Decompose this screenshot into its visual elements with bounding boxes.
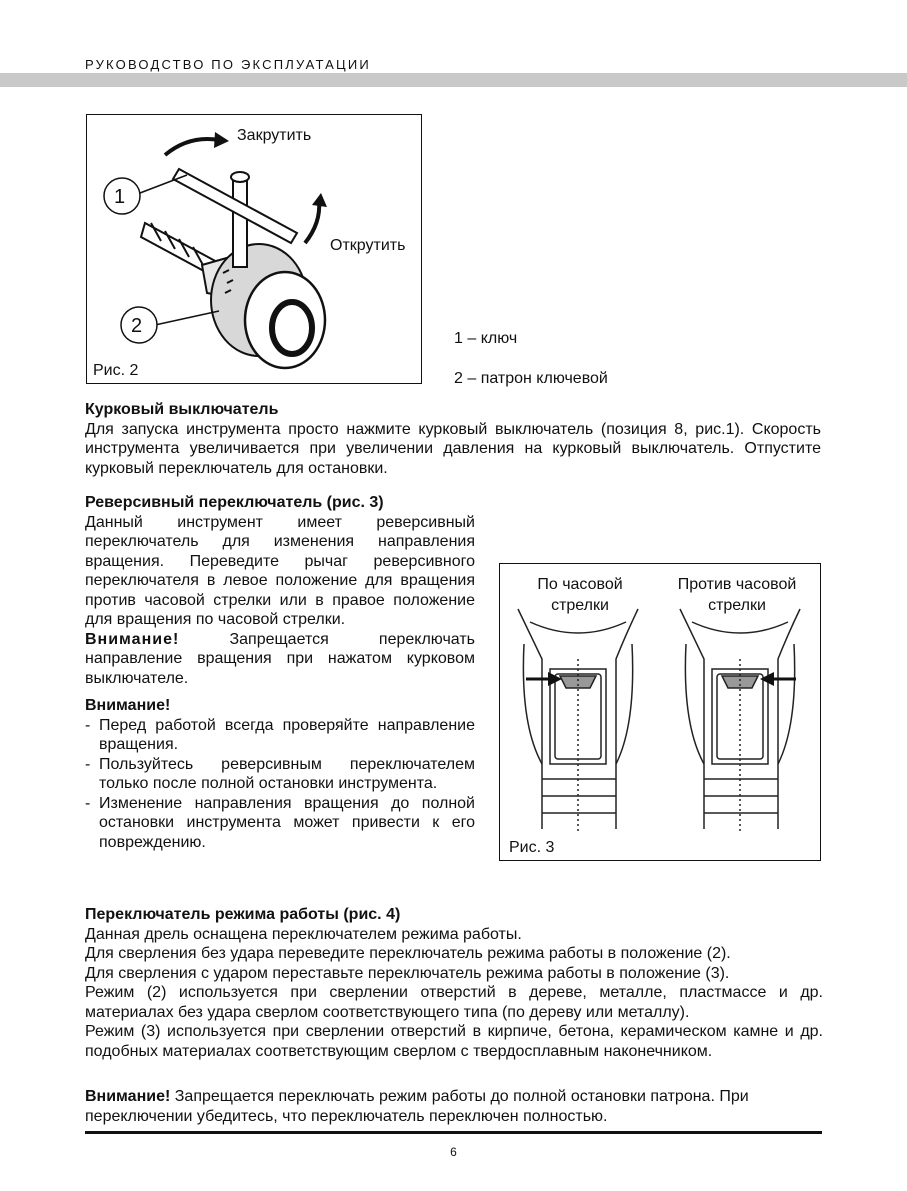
figure-3 (499, 563, 821, 861)
final-warning-text: Запрещается переключать режим работы до полной остановки патрона. При переключении убедитесь, что переключатель переключен полностью. (85, 1088, 749, 1125)
marker-1: 1 (114, 186, 126, 208)
mode-heading: Переключатель режима работы (рис. 4) (85, 906, 401, 923)
list-item: - Изменение направления вращения до полной остановки инструмента может привести к его повреждению. (85, 794, 475, 853)
list-item: - Пользуйтесь реверсивным переключателем только после полной остановки инструмента. (85, 755, 475, 794)
label-clockwise: По часовой стрелки (537, 576, 623, 614)
legend-item-2: 2 – патрон ключевой (454, 370, 608, 387)
list-item: - Перед работой всегда проверяйте направление вращения. (85, 716, 475, 755)
mode-line: Режим (3) используется при сверлении отверстий в кирпиче, бетона, керамическом камне и др. подобных материалах соответствующим сверлом с твердосплавным наконечником. (85, 1023, 823, 1060)
mode-line: Для сверления с ударом переставьте переключатель режима работы в положение (3). (85, 964, 730, 982)
header-title: РУКОВОДСТВО ПО ЭКСПЛУАТАЦИИ (85, 57, 371, 72)
mode-line: Режим (2) используется при сверлении отверстий в дереве, металле, пластмассе и др. материалах без удара сверлом соответствующего типа (по дереву или металлу). (85, 984, 823, 1021)
mode-section (85, 905, 823, 1061)
final-warning (85, 1087, 823, 1126)
label-open: Открутить (330, 237, 406, 254)
legend-item-1: 1 – ключ (454, 330, 518, 347)
label-close: Закрутить (237, 127, 312, 144)
footer-rule (85, 1131, 822, 1134)
reverse-heading: Реверсивный переключатель (рис. 3) (85, 494, 384, 511)
mode-line: Данная дрель оснащена переключателем режима работы. (85, 925, 522, 943)
warning-word: Внимание! (85, 630, 180, 648)
figure-3-caption: Рис. 3 (509, 839, 555, 856)
trigger-text: Для запуска инструмента просто нажмите курковый выключатель (позиция 8, рис.1). Скорость инструмента увеличивается при увеличении давления на курковый выключатель. Отпустите курковый переключатель для остановки. (85, 420, 821, 477)
reverse-warning (85, 630, 475, 689)
attention-list (85, 716, 475, 853)
trigger-heading: Курковый выключатель (85, 401, 279, 418)
figure-2 (86, 114, 422, 384)
final-warning-bold: Внимание! (85, 1088, 171, 1105)
marker-2: 2 (131, 315, 143, 337)
figure-2-caption: Рис. 2 (93, 362, 139, 379)
reverse-section (85, 493, 475, 852)
trigger-section (85, 400, 821, 478)
page-number: 6 (450, 1145, 457, 1159)
reverse-text: Данный инструмент имеет реверсивный переключатель для изменения направления вращения. Переведите рычаг реверсивного переключателя в левое положение для вращения против часовой стрелки или в правое положение для вращения по часовой стрелки. (85, 513, 475, 628)
header-bar (0, 73, 907, 87)
label-counterclockwise: Против часовой стрелки (677, 576, 797, 614)
mode-line: Для сверления без удара переведите переключатель режима работы в положение (2). (85, 945, 731, 962)
attention-heading: Внимание! (85, 697, 171, 714)
warning-text: Запрещается переключать направление вращения при нажатом курковом выключателе. (85, 630, 475, 687)
